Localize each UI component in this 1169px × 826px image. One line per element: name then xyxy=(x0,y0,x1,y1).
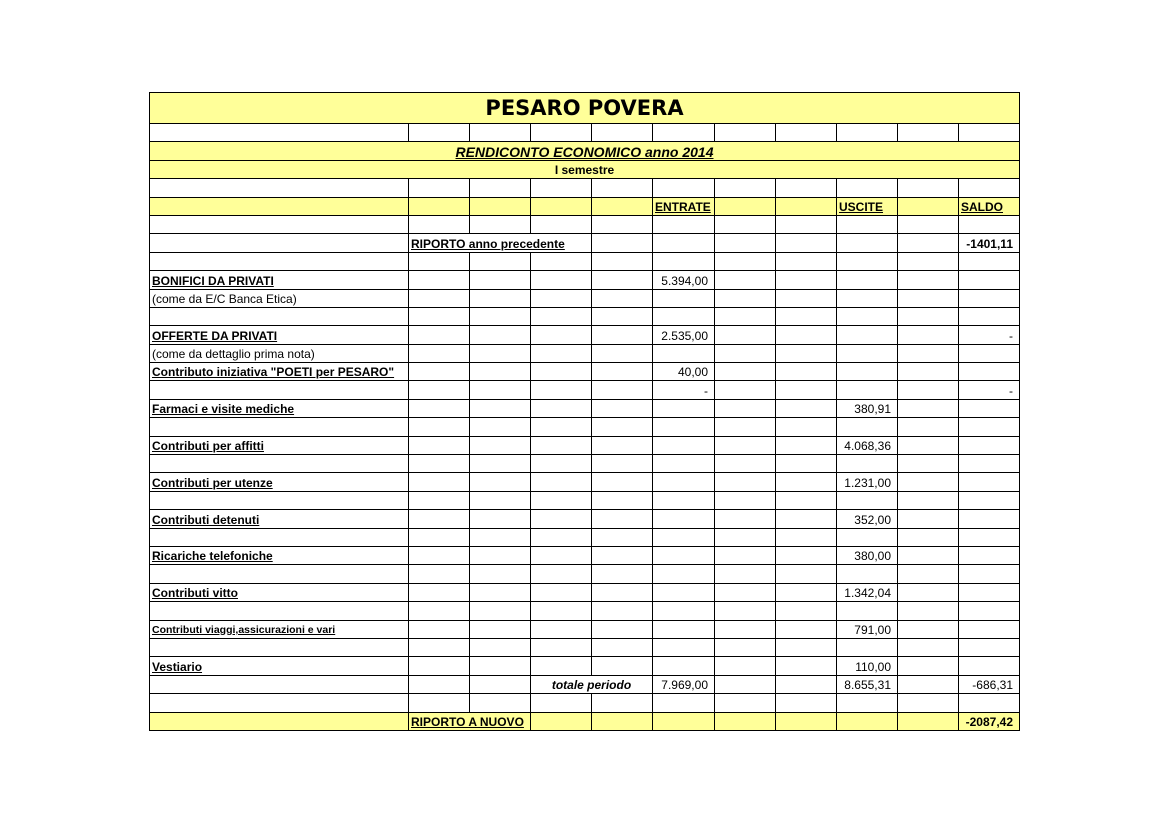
riporto-precedente-row xyxy=(150,234,1020,252)
totale-uscite: 8.655,31 xyxy=(837,675,898,693)
dash-entrate: - xyxy=(653,381,715,399)
riporto-nuovo-saldo: -2087,42 xyxy=(959,712,1020,730)
bonifici-note: (come da E/C Banca Etica) xyxy=(150,289,409,307)
empty-row xyxy=(150,694,1020,712)
totale-row xyxy=(150,675,1020,693)
empty-row xyxy=(150,528,1020,546)
header-uscite: USCITE xyxy=(837,197,898,215)
utenze-uscite: 1.231,00 xyxy=(837,473,898,491)
contributo-poeti-entrate: 40,00 xyxy=(653,363,715,381)
table-row xyxy=(150,271,1020,289)
riporto-nuovo-label: RIPORTO A NUOVO xyxy=(409,712,531,730)
table-row xyxy=(150,363,1020,381)
empty-row xyxy=(150,455,1020,473)
detenuti-uscite: 352,00 xyxy=(837,510,898,528)
vestiario-uscite: 110,00 xyxy=(837,657,898,675)
contributo-poeti-label: Contributo iniziativa "POETI per PESARO" xyxy=(150,363,409,381)
offerte-note: (come da dettaglio prima nota) xyxy=(150,344,409,362)
empty-row xyxy=(150,124,1020,142)
offerte-entrate: 2.535,00 xyxy=(653,326,715,344)
bonifici-label: BONIFICI DA PRIVATI xyxy=(150,271,409,289)
viaggi-uscite: 791,00 xyxy=(837,620,898,638)
affitti-label: Contributi per affitti xyxy=(150,436,409,454)
totale-entrate: 7.969,00 xyxy=(653,675,715,693)
table-row xyxy=(150,399,1020,417)
header-entrate: ENTRATE xyxy=(653,197,715,215)
table-row xyxy=(150,657,1020,675)
utenze-label: Contributi per utenze xyxy=(150,473,409,491)
farmaci-label: Farmaci e visite mediche xyxy=(150,399,409,417)
offerte-saldo: - xyxy=(959,326,1020,344)
sheet-title: PESARO POVERA xyxy=(150,93,1020,124)
ricariche-label: Ricariche telefoniche xyxy=(150,546,409,564)
vitto-label: Contributi vitto xyxy=(150,583,409,601)
table-row xyxy=(150,473,1020,491)
vestiario-label: Vestiario xyxy=(150,657,409,675)
farmaci-uscite: 380,91 xyxy=(837,399,898,417)
table-row xyxy=(150,620,1020,638)
table-row xyxy=(150,326,1020,344)
dash-saldo: - xyxy=(959,381,1020,399)
offerte-label: OFFERTE DA PRIVATI xyxy=(150,326,409,344)
vitto-uscite: 1.342,04 xyxy=(837,583,898,601)
viaggi-label: Contributi viaggi,assicurazioni e vari xyxy=(150,620,409,638)
riporto-precedente-label: RIPORTO anno precedente xyxy=(409,234,592,252)
table-row xyxy=(150,289,1020,307)
empty-row xyxy=(150,252,1020,270)
ricariche-uscite: 380,00 xyxy=(837,546,898,564)
table-row xyxy=(150,546,1020,564)
empty-row xyxy=(150,638,1020,656)
empty-row xyxy=(150,418,1020,436)
header-saldo: SALDO xyxy=(959,197,1020,215)
bonifici-entrate: 5.394,00 xyxy=(653,271,715,289)
table-row xyxy=(150,583,1020,601)
rendiconto-table xyxy=(149,92,1020,731)
empty-row xyxy=(150,179,1020,197)
report-subtitle: RENDICONTO ECONOMICO anno 2014 xyxy=(150,142,1020,160)
table-row xyxy=(150,436,1020,454)
totale-label: totale periodo xyxy=(531,675,653,693)
table-row xyxy=(150,381,1020,399)
empty-row xyxy=(150,307,1020,325)
empty-row xyxy=(150,491,1020,509)
detenuti-label: Contributi detenuti xyxy=(150,510,409,528)
totale-saldo: -686,31 xyxy=(959,675,1020,693)
table-row xyxy=(150,344,1020,362)
empty-row xyxy=(150,565,1020,583)
period-label: I semestre xyxy=(150,160,1020,178)
header-row xyxy=(150,197,1020,215)
riporto-nuovo-row xyxy=(150,712,1020,730)
affitti-uscite: 4.068,36 xyxy=(837,436,898,454)
empty-row xyxy=(150,602,1020,620)
empty-row xyxy=(150,215,1020,233)
table-row xyxy=(150,510,1020,528)
riporto-precedente-saldo: -1401,11 xyxy=(959,234,1020,252)
